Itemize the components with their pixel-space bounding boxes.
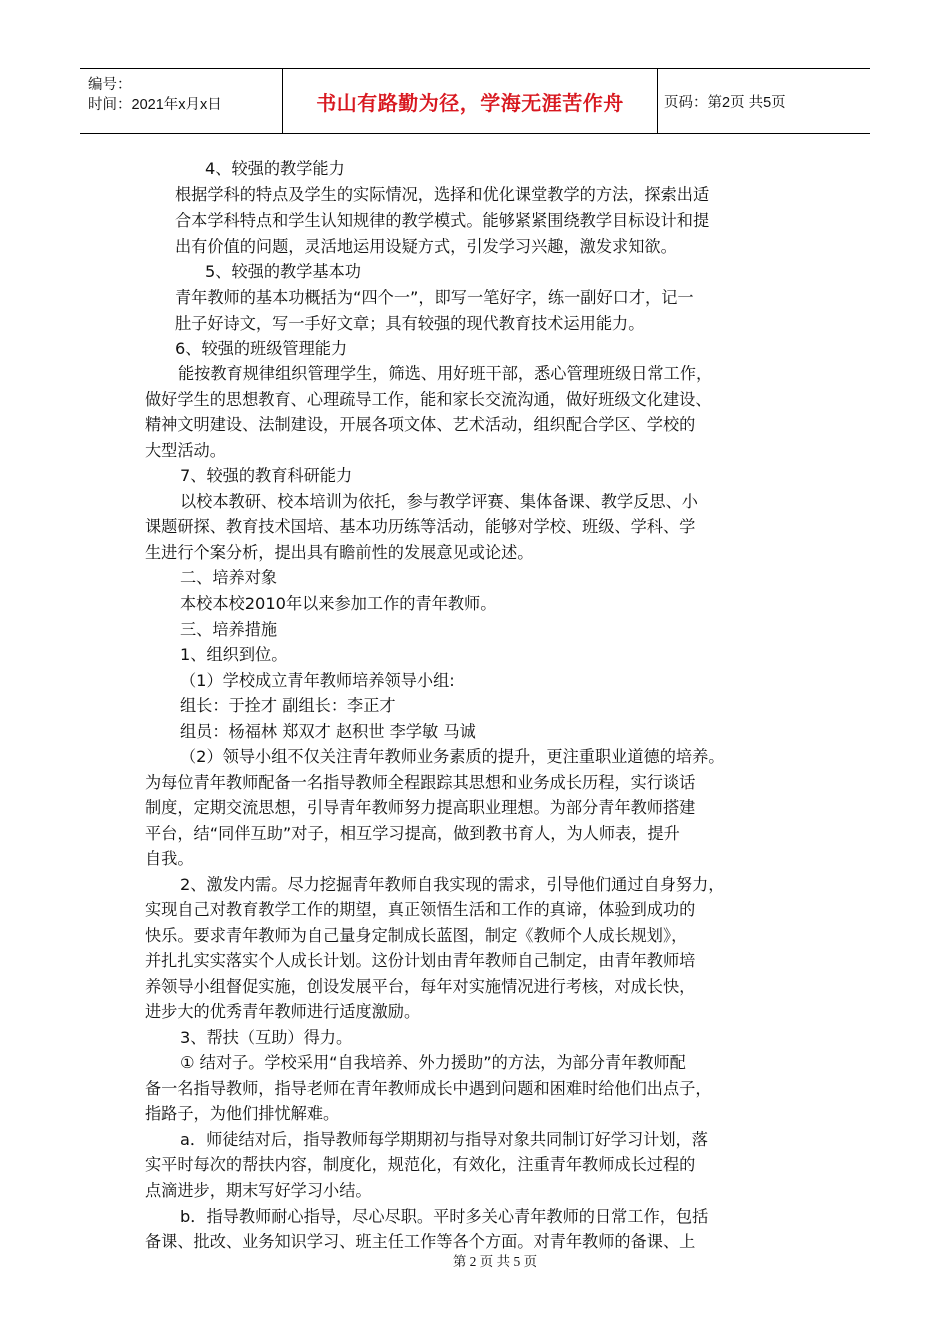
text-line: b．指导教师耐心指导，尽心尽职。平时多关心青年教师的日常工作，包括 [180,1207,709,1226]
text-line: ① 结对子。学校采用“自我培养、外力援助”的方法，为部分青年教师配 [180,1053,686,1072]
text-line: 组员：杨福林 郑双才 赵积世 李学敏 马诚 [180,722,476,741]
header-left-cell [80,69,283,133]
text-line: 精神文明建设、法制建设，开展各项文体、艺术活动，组织配合学区、学校的 [145,415,696,434]
text-line: 课题研探、教育技术国培、基本功历练等活动，能够对学校、班级、学科、学 [145,517,696,536]
text-line: 指路子，为他们排忧解难。 [145,1104,340,1123]
text-line: 4、较强的教学能力 [205,159,345,178]
text-line: 能按教育规律组织管理学生，筛选、用好班干部，悉心管理班级日常工作， [178,364,713,383]
text-line: a．师徒结对后，指导教师每学期期初与指导对象共同制订好学习计划，落 [180,1130,708,1149]
text-line: 6、较强的班级管理能力 [175,339,348,358]
text-line: 根据学科的特点及学生的实际情况，选择和优化课堂教学的方法，探索出适 [175,185,710,204]
text-line: 出有价值的问题，灵活地运用设疑方式，引发学习兴趣，激发求知欲。 [175,237,677,256]
page-footer: 第 2 页 共 5 页 [452,1254,538,1269]
doc-number: 编号： [88,77,132,93]
text-line: 自我。 [145,849,194,868]
text-line: 7、较强的教育科研能力 [180,466,353,485]
motto-text: 书山有路勤为径，学海无涯苦作舟 [316,90,624,115]
doc-time: 时间：2021年x月x日 [88,97,222,113]
text-line: 平台，结“同伴互助”对子，相互学习提高，做到教书育人，为人师表，提升 [145,824,680,843]
text-line: 二、培养对象 [180,568,278,587]
text-line: 为每位青年教师配备一名指导教师全程跟踪其思想和业务成长历程，实行谈话 [145,773,696,792]
text-line: 实平时每次的帮扶内容，制度化，规范化，有效化，注重青年教师成长过程的 [145,1155,696,1174]
text-line: 实现自己对教育教学工作的期望，真正领悟生活和工作的真谛，体验到成功的 [145,900,696,919]
text-line: （1）学校成立青年教师培养领导小组: [180,671,455,690]
text-line: 生进行个案分析，提出具有瞻前性的发展意见或论述。 [145,543,534,562]
text-line: 养领导小组督促实施，创设发展平台，每年对实施情况进行考核，对成长快， [145,977,696,996]
text-line: 快乐。要求青年教师为自己量身定制成长蓝图，制定《教师个人成长规划》， [145,926,688,945]
text-line: 做好学生的思想教育、心理疏导工作，能和家长交流沟通，做好班级文化建设、 [145,390,712,409]
text-line: 点滴进步，期末写好学习小结。 [145,1181,372,1200]
text-line: 以校本教研、校本培训为依托，参与教学评赛、集体备课、教学反思、小 [180,492,698,511]
text-line: 5、较强的教学基本功 [205,262,361,281]
text-line: 1、组织到位。 [180,645,288,664]
text-line: 肚子好诗文，写一手好文章；具有较强的现代教育技术运用能力。 [175,314,645,333]
text-line: 并扎扎实实落实个人成长计划。这份计划由青年教师自己制定，由青年教师培 [145,951,696,970]
text-line: 2、激发内需。尽力挖掘青年教师自我实现的需求，引导他们通过自身努力， [180,875,725,894]
text-line: 大型活动。 [145,441,226,460]
text-line: 合本学科特点和学生认知规律的教学模式。能够紧紧围绕教学目标设计和提 [175,211,710,230]
text-line: 备课、批改、业务知识学习、班主任工作等各个方面。对青年教师的备课、上 [145,1232,696,1251]
page-info: 页码：第2页 共5页 [664,94,786,111]
text-line: 备一名指导教师，指导老师在青年教师成长中遇到问题和困难时给他们出点子， [145,1079,712,1098]
header-motto-cell [283,69,658,133]
page-header [80,68,870,134]
text-line: 进步大的优秀青年教师进行适度激励。 [145,1002,421,1021]
text-line: 组长：于拴才 副组长：李正才 [180,696,396,715]
text-line: 3、帮扶（互助）得力。 [180,1028,353,1047]
text-line: 制度，定期交流思想，引导青年教师努力提高职业理想。为部分青年教师搭建 [145,798,696,817]
text-line: 青年教师的基本功概括为“四个一”，即写一笔好字，练一副好口才，记一 [175,288,694,307]
text-line: （2）领导小组不仅关注青年教师业务素质的提升，更注重职业道德的培养。 [180,747,725,766]
text-line: 本校本校2010年以来参加工作的青年教师。 [180,594,497,613]
text-line: 三、培养措施 [180,620,278,639]
header-page-cell [658,69,870,133]
